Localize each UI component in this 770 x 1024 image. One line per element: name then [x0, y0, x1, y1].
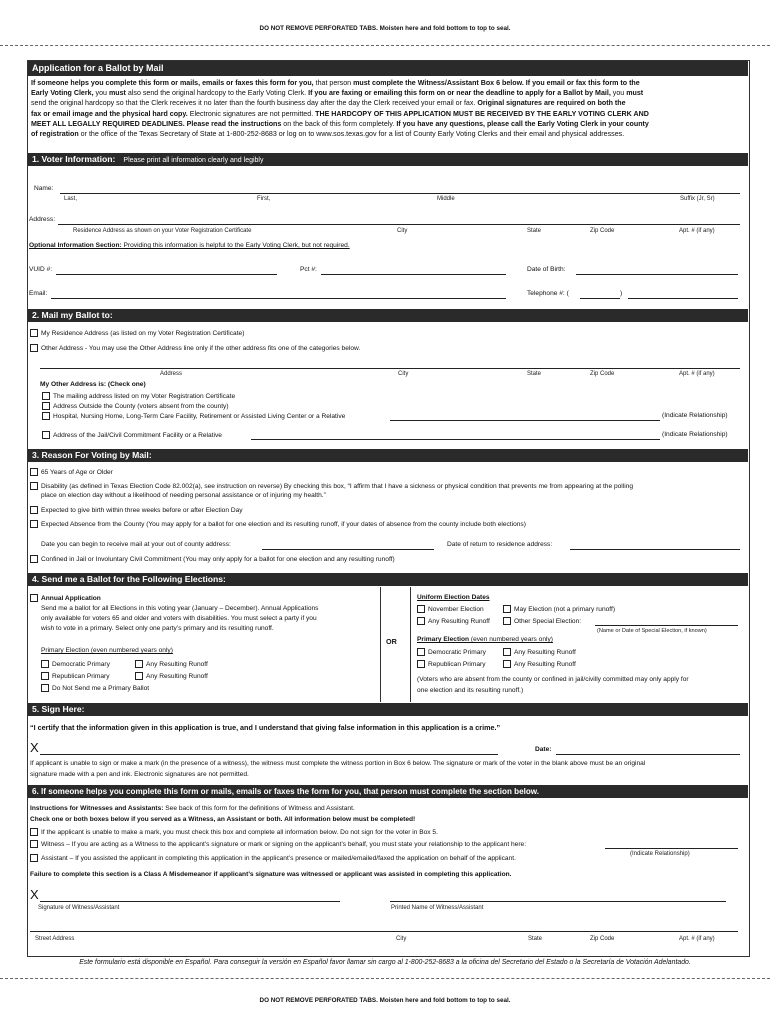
- other-mailing-option[interactable]: [42, 392, 235, 400]
- other-special-checkbox[interactable]: [503, 617, 511, 625]
- perforation-note-bottom: DO NOT REMOVE PERFORATED TABS. Moisten here and fold bottom to top to seal.: [259, 997, 511, 1004]
- name-label: Name:: [34, 185, 54, 192]
- other-address-input[interactable]: [40, 368, 740, 369]
- voter-signature-x: X: [30, 740, 39, 755]
- section-1-subtitle: Please print all information clearly and legibly: [123, 157, 264, 164]
- vuid-label: VUID #:: [29, 266, 53, 273]
- telephone-close-paren: ): [620, 290, 623, 297]
- hospital-option[interactable]: [42, 412, 345, 420]
- may-checkbox[interactable]: [503, 605, 511, 613]
- certify-statement: “I certify that the information given in this application is true, and I understand that giving false information in this application is a crime.”: [30, 723, 501, 732]
- outside-county-checkbox[interactable]: [42, 402, 50, 410]
- annual-application-label: Annual Application: [41, 594, 101, 602]
- optional-section-title: Optional Information Section:: [29, 242, 122, 249]
- jail-address-checkbox[interactable]: [42, 431, 50, 439]
- intro-l2c: must: [108, 89, 126, 98]
- other-apt-label: Apt. # (if any): [679, 371, 715, 377]
- annual-application-checkbox[interactable]: [30, 594, 38, 602]
- rep-runoff-label: Any Resulting Runoff: [514, 660, 576, 668]
- witness-apt-label: Apt. # (if any): [679, 936, 715, 942]
- may-label: May Election: [514, 605, 552, 613]
- misdemeanor-warning: Failure to complete this section is a Class A Misdemeanor if applicant’s signature was witnessed or applicant was assisted in completing this application.: [30, 871, 512, 878]
- mail-residence-option[interactable]: [30, 329, 244, 337]
- intro-l3a: send the original hardcopy so that the Clerk receives it no later than the fourth business day after the day the Clerk received your email or fax.: [31, 99, 478, 108]
- or-label: OR: [386, 637, 397, 646]
- suffix-label: Suffix (Jr, Sr): [680, 196, 715, 202]
- unable-mark-option[interactable]: [30, 828, 438, 836]
- intro-l2e: If you are faxing or emailing this form on or near the deadline to apply for a Ballot by Mail,: [308, 89, 611, 98]
- republican-primary-option[interactable]: [417, 660, 486, 668]
- annual-application-option[interactable]: [30, 594, 101, 602]
- unable-mark-label: If the applicant is unable to make a mark, you must check this box and complete all information below. Do not sign for the voter in Box 5.: [41, 828, 438, 836]
- witness-relationship-input[interactable]: [605, 848, 738, 849]
- telephone-area-input[interactable]: [580, 298, 620, 299]
- intro-text: [31, 78, 745, 139]
- dem-runoff-option[interactable]: [503, 648, 576, 656]
- democratic-primary-option[interactable]: [417, 648, 486, 656]
- intro-l1a: If someone helps you complete this form or mails, emails or faxes this form for you,: [31, 79, 314, 87]
- optional-section-text: Providing this information is helpful to the Early Voting Clerk, but not required.: [121, 242, 350, 249]
- vuid-input[interactable]: [56, 274, 277, 275]
- reason-disability-label-2: place on election day without a likelihood of needing personal assistance or of injuring my health.”: [41, 492, 326, 499]
- section-6-header: 6. If someone helps you complete this form or mails, emails or faxes the form for you, that person must complete the section below.: [28, 785, 748, 798]
- witness-printed-name-label: Printed Name of Witness/Assistant: [391, 905, 484, 911]
- intro-l2a: Early Voting Clerk,: [31, 89, 94, 98]
- other-address-label: Address: [160, 371, 183, 377]
- witness-instructions: [30, 805, 355, 812]
- intro-l2g: must: [626, 89, 644, 98]
- return-date-label: Date of return to residence address:: [447, 541, 553, 548]
- reason-absence-label: Expected Absence from the County (You may apply for a ballot for one election and its resulting runoff, if your dates of absence from the county include both elections): [41, 520, 526, 528]
- reason-birth-checkbox[interactable]: [30, 506, 38, 514]
- middle-label: Middle: [437, 196, 455, 202]
- intro-l1c: must complete the Witness/Assistant Box 6 below. If you email or fax this form to the: [353, 79, 640, 87]
- witness-street-label: Street Address: [35, 936, 75, 942]
- rep-runoff-option[interactable]: [503, 660, 576, 668]
- democratic-primary-checkbox[interactable]: [417, 648, 425, 656]
- witness-city-label: City: [396, 936, 407, 942]
- annual-republican-option[interactable]: [41, 672, 110, 680]
- return-date-input[interactable]: [570, 549, 740, 550]
- absent-voters-note-2: one election and its resulting runoff.): [417, 687, 524, 694]
- republican-primary-label: Republican Primary: [428, 660, 486, 668]
- perforation-note-top: DO NOT REMOVE PERFORATED TABS. Moisten here and fold bottom to top to seal.: [259, 25, 511, 32]
- witness-label: Witness – If you are acting as a Witness to the applicant’s signature or mark or signing on the applicant’s behalf, you must state your relationship to the applicant here:: [41, 840, 527, 848]
- intro-l4c: THE HARDCOPY OF THIS APPLICATION MUST BE RECEIVED BY THE EARLY VOTING CLERK AND: [315, 109, 649, 118]
- intro-l6a: of registration: [31, 130, 79, 139]
- other-city-label: City: [398, 371, 409, 377]
- dob-label: Date of Birth:: [527, 266, 566, 273]
- hospital-label: Hospital, Nursing Home, Long-Term Care Facility, Retirement or Assisted Living Center or a Relative: [53, 412, 346, 420]
- other-state-label: State: [527, 371, 542, 377]
- other-special-input[interactable]: [595, 625, 738, 626]
- reason-65-option[interactable]: [30, 468, 113, 476]
- begin-mail-date-label: Date you can begin to receive mail at your out of county address:: [41, 541, 231, 548]
- unable-mark-checkbox[interactable]: [30, 828, 38, 836]
- mail-other-label: Other Address - You may use the Other Address line only if the other address fits one of the categories below.: [41, 344, 361, 352]
- signature-note-2: signature made with a pen and ink. Electronic signatures are not permitted.: [30, 771, 249, 778]
- signature-note-1: If applicant is unable to sign or make a mark (in the presence of a witness), the witness must complete the witness portion in Box 6 below. The signature or mark of the voter in the blank above must be an original: [30, 760, 646, 767]
- residence-address-input[interactable]: [58, 224, 740, 225]
- outside-county-option[interactable]: [42, 402, 229, 410]
- witness-checkbox[interactable]: [30, 840, 38, 848]
- zip-label: Zip Code: [590, 228, 615, 234]
- primary-election-right-note: (even numbered years only): [469, 636, 553, 643]
- other-special-option[interactable]: [503, 617, 581, 625]
- reason-65-checkbox[interactable]: [30, 468, 38, 476]
- check-boxes-note: Check one or both boxes below if you served as a Witness, an Assistant or both. All information below must be completed!: [30, 816, 416, 823]
- no-primary-option[interactable]: [41, 684, 149, 692]
- witness-printed-name-input[interactable]: [390, 901, 726, 902]
- may-option[interactable]: [503, 605, 615, 613]
- section-1-title: 1. Voter Information:: [32, 154, 116, 164]
- annual-rep-runoff-label: Any Resulting Runoff: [146, 672, 208, 680]
- intro-l2f: you: [610, 89, 627, 98]
- reason-absence-option[interactable]: [30, 520, 526, 528]
- telephone-number-input[interactable]: [628, 298, 738, 299]
- perforation-line-bottom: [0, 978, 770, 979]
- absent-voters-note-1: (Voters who are absent from the county or confined in jail/civilly committed may only apply for: [417, 676, 689, 683]
- section-1-header: [28, 153, 748, 166]
- uniform-runoff-checkbox[interactable]: [417, 617, 425, 625]
- annual-dem-runoff-label: Any Resulting Runoff: [146, 660, 208, 668]
- spanish-availability-note: Este formulario está disponible en Español. Para conseguir la versión en Español favor llamar sin cargo al 1-800-252-8683 a la oficina del Secretario del Estado o la Secretaría de Votación Adelantado.: [79, 959, 691, 966]
- jail-address-option[interactable]: [42, 431, 222, 439]
- annual-democratic-checkbox[interactable]: [41, 660, 49, 668]
- apt-label: Apt. # (if any): [679, 228, 715, 234]
- reason-disability-label: Disability (as defined in Texas Election Code 82.002(a), see instruction on reverse) By checking this box, “I affirm that I have a sickness or physical condition that prevents me from appearing at the polling: [41, 482, 634, 490]
- reason-birth-label: Expected to give birth within three weeks before or after Election Day: [41, 506, 243, 514]
- annual-dem-runoff-option[interactable]: [135, 660, 208, 668]
- sign-date-input[interactable]: [556, 754, 740, 755]
- other-special-label: Other Special Election:: [514, 617, 582, 625]
- intro-l2b: you: [93, 89, 109, 98]
- may-note: (not a primary runoff): [553, 605, 616, 613]
- special-election-note: (Name or Date of Special Election, if known): [597, 628, 707, 634]
- witness-relationship-label: (Indicate Relationship): [630, 851, 690, 857]
- intro-l1b: that person: [313, 79, 354, 87]
- other-mailing-label: The mailing address listed on my Voter Registration Certificate: [53, 392, 236, 400]
- optional-section-note: [29, 242, 350, 249]
- address-label: Address:: [29, 216, 56, 223]
- last-label: Last,: [64, 196, 78, 202]
- november-checkbox[interactable]: [417, 605, 425, 613]
- section-3-header: 3. Reason For Voting by Mail:: [28, 449, 748, 462]
- jail-address-label: Address of the Jail/Civil Commitment Facility or a Relative: [53, 431, 222, 439]
- section-4-divider-right: [410, 587, 411, 702]
- uniform-runoff-label: Any Resulting Runoff: [428, 617, 490, 625]
- primary-election-right-label: Primary Election: [417, 636, 470, 643]
- mail-residence-label: My Residence Address (as listed on my Voter Registration Certificate): [41, 329, 245, 337]
- pct-input[interactable]: [321, 274, 506, 275]
- jail-relationship-input[interactable]: [251, 439, 660, 440]
- mail-other-checkbox[interactable]: [30, 344, 38, 352]
- hospital-relationship-input[interactable]: [390, 420, 660, 421]
- dem-runoff-label: Any Resulting Runoff: [514, 648, 576, 656]
- other-mailing-checkbox[interactable]: [42, 392, 50, 400]
- annual-republican-label: Republican Primary: [52, 672, 110, 680]
- primary-election-left-title: Primary Election (even numbered years only): [41, 647, 173, 654]
- witness-signature-x: X: [30, 887, 39, 902]
- section-4-divider-left: [380, 587, 381, 702]
- witness-signature-label: Signature of Witness/Assistant: [38, 905, 120, 911]
- section-2-header: 2. Mail my Ballot to:: [28, 309, 748, 322]
- reason-65-label: 65 Years of Age or Older: [41, 468, 113, 476]
- perforation-line-top: [0, 45, 770, 46]
- reason-disability-checkbox[interactable]: [30, 482, 38, 490]
- annual-rep-runoff-option[interactable]: [135, 672, 208, 680]
- reason-jail-option[interactable]: [30, 555, 395, 563]
- voter-signature-input[interactable]: [40, 754, 498, 755]
- reason-jail-checkbox[interactable]: [30, 555, 38, 563]
- november-label: November Election: [428, 605, 484, 613]
- uniform-election-title: Uniform Election Dates: [417, 594, 490, 601]
- intro-l5c: If you have any questions, please call the Early Voting Clerk in your county: [396, 119, 649, 128]
- other-zip-label: Zip Code: [590, 371, 615, 377]
- mail-residence-checkbox[interactable]: [30, 329, 38, 337]
- witness-signature-input[interactable]: [40, 901, 340, 902]
- dem-runoff-checkbox[interactable]: [503, 648, 511, 656]
- other-address-is-label: My Other Address is: (Check one): [40, 381, 146, 388]
- hospital-relationship-label: (Indicate Relationship): [662, 412, 728, 419]
- reason-disability-option[interactable]: [30, 482, 633, 490]
- republican-primary-checkbox[interactable]: [417, 660, 425, 668]
- pct-label: Pct #:: [300, 266, 317, 273]
- reason-birth-option[interactable]: [30, 506, 243, 514]
- witness-state-label: State: [528, 936, 543, 942]
- democratic-primary-label: Democratic Primary: [428, 648, 486, 656]
- witness-option[interactable]: [30, 840, 526, 848]
- annual-republican-checkbox[interactable]: [41, 672, 49, 680]
- reason-jail-label: Confined in Jail or Involuntary Civil Commitment (You may only apply for a ballot for one election and any resulting runoff): [41, 555, 395, 563]
- form-title: Application for a Ballot by Mail: [28, 61, 748, 76]
- begin-mail-date-input[interactable]: [262, 549, 434, 550]
- telephone-label: Telephone #: (: [527, 290, 569, 297]
- intro-l2d: also send the original hardcopy to the Early Voting Clerk.: [125, 89, 309, 98]
- sign-date-label: Date:: [535, 746, 552, 753]
- dob-input[interactable]: [576, 274, 738, 275]
- witness-instructions-text: See back of this form for the definitions of Witness and Assistant.: [163, 805, 355, 812]
- assistant-label: Assistant – If you assisted the applicant in completing this application in the applicant’s presence or mailed/emailed/faxed the application on behalf of the applicant.: [41, 854, 516, 862]
- outside-county-label: Address Outside the County (voters absent from the county): [53, 402, 229, 410]
- name-input[interactable]: [60, 193, 740, 194]
- annual-democratic-label: Democratic Primary: [52, 660, 110, 668]
- witness-address-input[interactable]: [30, 931, 738, 932]
- state-label: State: [527, 228, 542, 234]
- uniform-runoff-option[interactable]: [417, 617, 490, 625]
- witness-instructions-title: Instructions for Witnesses and Assistants:: [30, 805, 164, 812]
- annual-dem-runoff-checkbox[interactable]: [135, 660, 143, 668]
- intro-l4a: fax or email image and the physical hard copy.: [31, 109, 188, 118]
- annual-text-1: Send me a ballot for all Elections in this voting year (January – December). Annual Applications: [41, 605, 319, 612]
- intro-l5b: on the back of this form completely.: [281, 119, 397, 128]
- email-label: Email:: [29, 290, 48, 297]
- jail-relationship-label: (Indicate Relationship): [662, 431, 728, 438]
- no-primary-checkbox[interactable]: [41, 684, 49, 692]
- city-label: City: [397, 228, 408, 234]
- intro-l6b: or the office of the Texas Secretary of State at 1-800-252-8683 or log on to www.sos.texas.gov for a list of County Early Voting Clerks and their email and physical addresses.: [78, 130, 625, 139]
- annual-text-2: only available for voters 65 and older and voters with disabilities. You must select a party if you: [41, 615, 317, 622]
- rep-runoff-checkbox[interactable]: [503, 660, 511, 668]
- first-label: First,: [257, 196, 271, 202]
- mail-other-option[interactable]: [30, 344, 360, 352]
- annual-democratic-option[interactable]: [41, 660, 110, 668]
- primary-election-right-title: [417, 636, 553, 643]
- witness-zip-label: Zip Code: [590, 936, 615, 942]
- hospital-checkbox[interactable]: [42, 412, 50, 420]
- residence-address-label: Residence Address as shown on your Voter Registration Certificate: [73, 228, 252, 234]
- intro-l5a: MEET ALL LEGALLY REQUIRED DEADLINES. Please read the instructions: [31, 119, 282, 128]
- assistant-option[interactable]: [30, 854, 516, 862]
- november-option[interactable]: [417, 605, 484, 613]
- annual-text-3: wish to vote in a primary. Select only one party’s primary and its resulting runoff.: [41, 625, 274, 632]
- annual-rep-runoff-checkbox[interactable]: [135, 672, 143, 680]
- section-5-header: 5. Sign Here:: [28, 703, 748, 716]
- assistant-checkbox[interactable]: [30, 854, 38, 862]
- intro-l3b: Original signatures are required on both the: [477, 99, 626, 108]
- reason-absence-checkbox[interactable]: [30, 520, 38, 528]
- section-4-header: 4. Send me a Ballot for the Following Elections:: [28, 573, 748, 586]
- email-input[interactable]: [51, 298, 506, 299]
- no-primary-label: Do Not Send me a Primary Ballot: [52, 684, 150, 692]
- intro-l4b: Electronic signatures are not permitted.: [187, 109, 316, 118]
